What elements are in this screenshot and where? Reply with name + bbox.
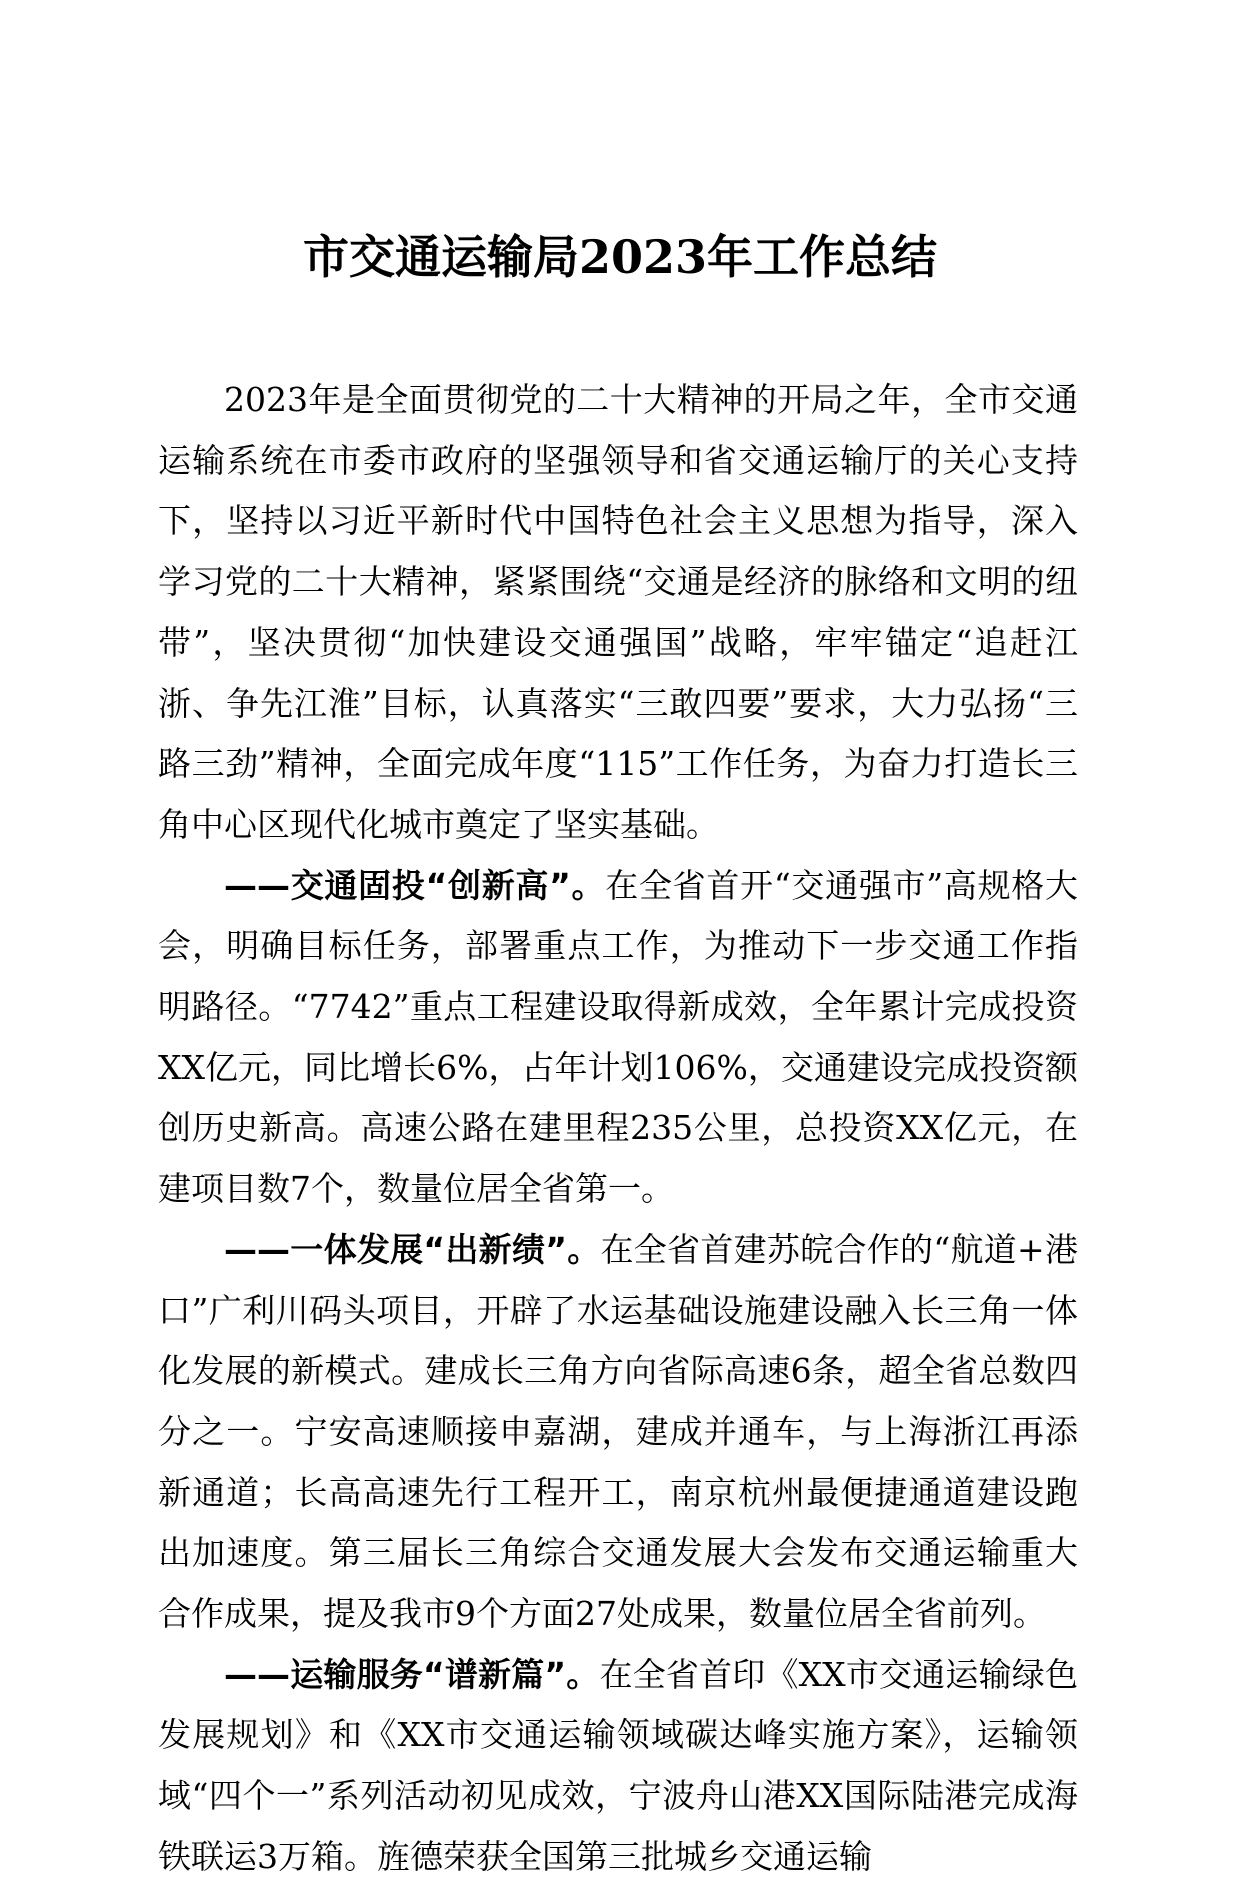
section-paragraph-investment <box>158 856 1078 1220</box>
document-title: 市交通运输局2023年工作总结 <box>302 230 938 284</box>
intro-paragraph: 2023年是全面贯彻党的二十大精神的开局之年，全市交通运输系统在市委市政府的坚强领导和省交通运输厅的关心支持下，坚持以习近平新时代中国特色社会主义思想为指导，深入学习党的二十大精神，紧紧围绕“交通是经济的脉络和文明的纽带”，坚决贯彻“加快建设交通强国”战略，牢牢锚定“追赶江浙、争先江淮”目标，认真落实“三敢四要”要求，大力弘扬“三路三劲”精神，全面完成年度“115”工作任务，为奋力打造长三角中心区现代化城市奠定了坚实基础。 <box>158 380 1078 844</box>
section-text-integration: 在全省首建苏皖合作的“航道+港口”广利川码头项目，开辟了水运基础设施建设融入长三角一体化发展的新模式。建成长三角方向省际高速6条，超全省总数四分之一。宁安高速顺接申嘉湖，建成并通车，与上海浙江再添新通道；长高高速先行工程开工，南京杭州最便捷通道建设跑出加速度。第三届长三角综合交通发展大会发布交通运输重大合作成果，提及我市9个方面27处成果，数量位居全省前列。 <box>158 1229 1078 1634</box>
document-body <box>158 370 1078 1888</box>
section-text-transport-service: 在全省首印《XX市交通运输绿色发展规划》和《XX市交通运输领域碳达峰实施方案》，运输领域“四个一”系列活动初见成效，宁波舟山港XX国际陆港完成海铁联运3万箱。旌德荣获全国第三批城乡交通运输 <box>158 1654 1078 1876</box>
section-paragraph-transport-service <box>158 1645 1078 1888</box>
section-heading-integration: ——一体发展“出新绩”。 <box>224 1229 601 1269</box>
section-paragraph-integration <box>158 1220 1078 1645</box>
section-heading-investment: ——交通固投“创新高”。 <box>224 865 606 905</box>
section-text-investment: 在全省首开“交通强市”高规格大会，明确目标任务，部署重点工作，为推动下一步交通工作指明路径。“7742”重点工程建设取得新成效，全年累计完成投资XX亿元，同比增长6%，占年计划106%，交通建设完成投资额创历史新高。高速公路在建里程235公里，总投资XX亿元，在建项目数7个，数量位居全省第一。 <box>158 865 1078 1209</box>
section-heading-transport-service: ——运输服务“谱新篇”。 <box>224 1654 600 1694</box>
